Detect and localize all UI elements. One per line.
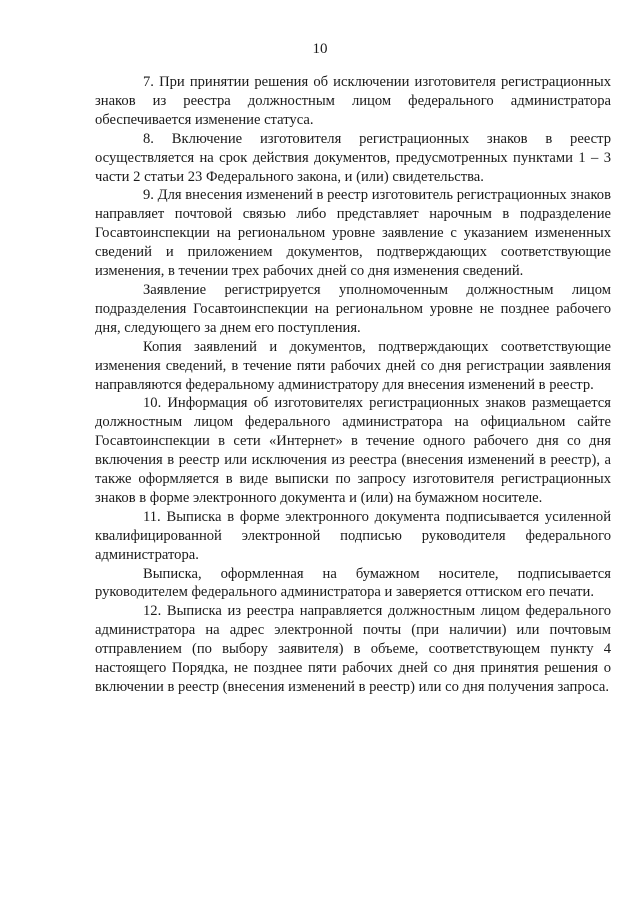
paragraph-9: 9. Для внесения изменений в реестр изготовитель регистрационных знаков направляет почтовой связью либо представляет нарочным в подразделение Госавтоинспекции на региональном уровне заявление с указанием измененных сведений и приложением документов, подтверждающих соответствующие изменения, в течении трех рабочих дней со дня изменения сведений.	[95, 187, 611, 280]
paragraph-8: 8. Включение изготовителя регистрационных знаков в реестр осуществляется на срок действия документов, предусмотренных пунктами 1 – 3 части 2 статьи 23 Федерального закона, и (или) свидетельства.	[95, 130, 611, 185]
paragraph-11: 11. Выписка в форме электронного документа подписывается усиленной квалифицированной электронной подписью руководителя федерального администратора.	[95, 508, 611, 563]
paragraph-9-copy: Копия заявлений и документов, подтверждающих соответствующие изменения сведений, в течение пяти рабочих дней со дня регистрации заявления направляются федеральному администратору для внесения изменений в реестр.	[95, 338, 611, 393]
paragraph-9-registration: Заявление регистрируется уполномоченным должностным лицом подразделения Госавтоинспекции на региональном уровне не позднее рабочего дня, следующего за днем его поступления.	[95, 281, 611, 336]
paragraph-12: 12. Выписка из реестра направляется должностным лицом федерального администратора на адрес электронной почты (при наличии) или почтовым отправлением (по выбору заявителя) в объеме, соответствующем пункту 4 настоящего Порядка, не позднее пяти рабочих дней со дня принятия решения о включении в реестр (внесения изменений в реестр) или со дня получения запроса.	[95, 603, 611, 695]
paragraph-11-paper: Выписка, оформленная на бумажном носителе, подписывается руководителем федерального администратора и заверяется оттиском его печати.	[95, 565, 611, 601]
document-body	[95, 73, 611, 697]
paragraph-7: 7. При принятии решения об исключении изготовителя регистрационных знаков из реестра должностным лицом федерального администратора обеспечивается изменение статуса.	[95, 74, 611, 128]
page-number: 10	[312, 41, 328, 57]
paragraph-10: 10. Информация об изготовителях регистрационных знаков размещается должностным лицом федерального администратора на официальном сайте Госавтоинспекции в сети «Интернет» в течение одного рабочего дня со дня включения в реестр или исключения из реестра (внесения изменений в реестр), а также оформляется в виде выписки по запросу изготовителя регистрационных знаков в форме электронного документа и (или) на бумажном носителе.	[95, 395, 611, 506]
